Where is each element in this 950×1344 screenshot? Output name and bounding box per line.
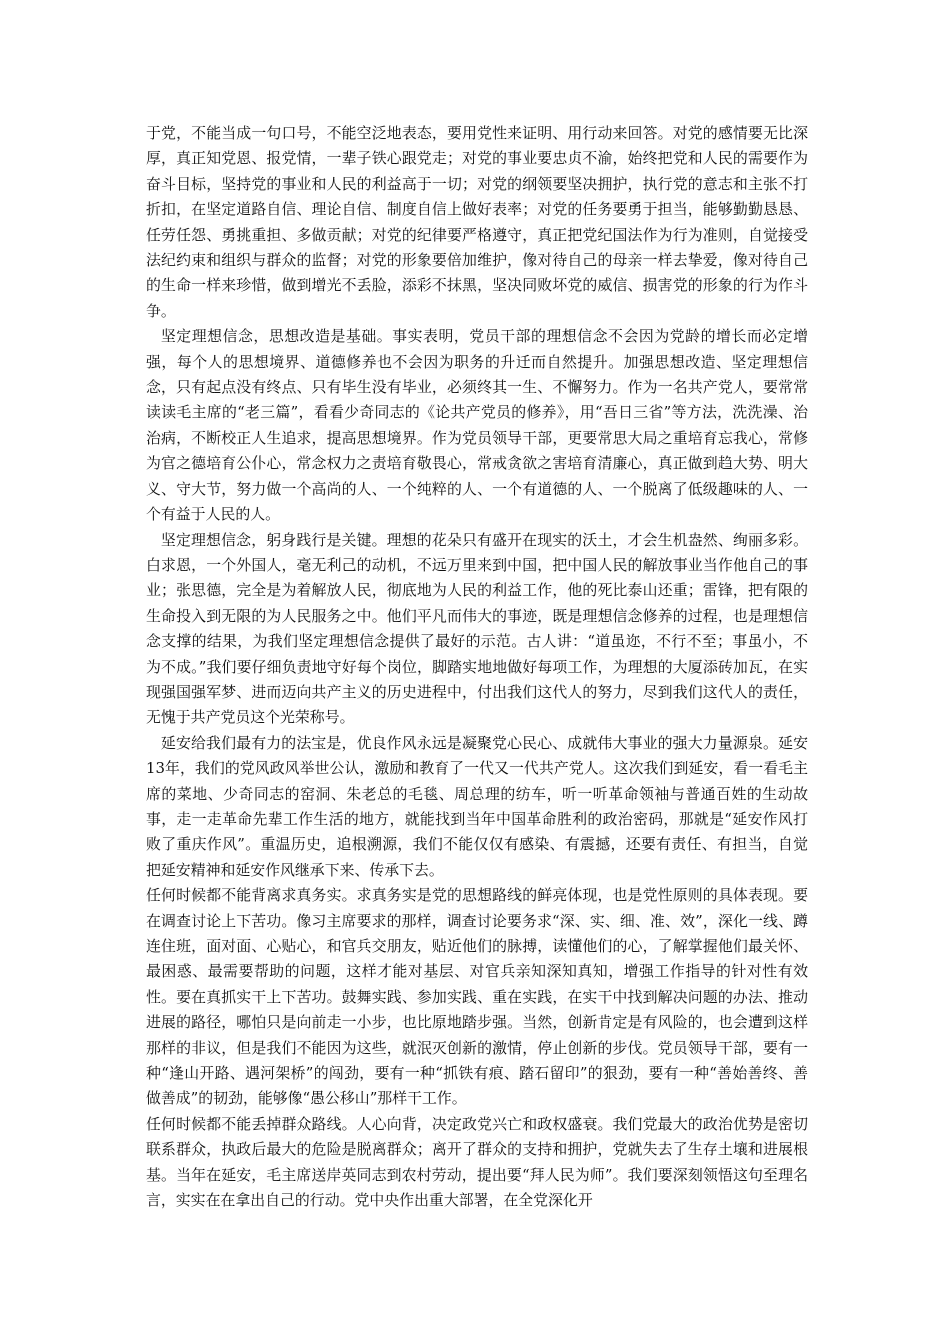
paragraph-mass-line: 任何时候都不能丢掉群众路线。人心向背，决定政党兴亡和政权盛衰。我们党最大的政治优势是密切联系群众，执政后最大的危险是脱离群众；离开了群众的支持和拥护，党就失去了生存土壤和进展根基。当年在延安，毛主席送岸英同志到农村劳动，提出要“拜人民为师”。我们要深刻领悟这句至理名言，实实在在拿出自己的行动。党中央作出重大部署，在全党深化开 (146, 1114, 808, 1210)
paragraph-seek-truth: 任何时候都不能背离求真务实。求真务实是党的思想路线的鲜亮体现，也是党性原则的具体表现。要在调查讨论上下苦功。像习主席要求的那样，调查讨论要务求“深、实、细、准、效”，深化一线、蹲连住班，面对面、心贴心，和官兵交朋友，贴近他们的脉搏，读懂他们的心，了解掌握他们最关怀、最困惑、最需要帮助的问题，这样才能对基层、对官兵亲知深知真知，增强工作指导的针对性有效性。要在真抓实干上下苦功。鼓舞实践、参加实践、重在实践，在实干中找到解决问题的办法、推动进展的路径，哪怕只是向前走一小步，也比原地踏步强。当然，创新肯定是有风险的，也会遭到这样那样的非议，但是我们不能因为这些，就泯灭创新的激情，停止创新的步伐。党员领导干部，要有一种“逢山开路、遇河架桥”的闯劲，要有一种“抓铁有痕、踏石留印”的狠劲，要有一种“善始善终、善做善成”的韧劲，能够像“愚公移山”那样干工作。 (146, 886, 808, 1108)
paragraph-thought-reform: 坚定理想信念，思想改造是基础。事实表明，党员干部的理想信念不会因为党龄的增长而必定增强，每个人的思想境界、道德修养也不会因为职务的升迁而自然提升。加强思想改造、坚定理想信念，只有起点没有终点、只有毕生没有毕业，必须终其一生、不懈努力。作为一名共产党人，要常常读读毛主席的“老三篇”，看看少奇同志的《论共产党员的修养》，用“吾日三省”等方法，洗洗澡、治治病，不断校正人生追求，提高思想境界。作为党员领导干部，更要常思大局之重培育忘我心，常修为官之德培育公仆心，常念权力之责培育敬畏心，常戒贪欲之害培育清廉心，真正做到趋大势、明大义、守大节，努力做一个高尚的人、一个纯粹的人、一个有道德的人、一个脱离了低级趣味的人、一个有益于人民的人。 (146, 327, 808, 524)
document-body (146, 121, 808, 1213)
paragraph-practice: 坚定理想信念，躬身践行是关键。理想的花朵只有盛开在现实的沃土，才会生机盎然、绚丽多彩。白求恩，一个外国人，毫无利己的动机，不远万里来到中国，把中国人民的解放事业当作他自己的事业；张思德，完全是为着解放人民，彻底地为人民的利益工作，他的死比泰山还重；雷锋，把有限的生命投入到无限的为人民服务之中。他们平凡而伟大的事迹，既是理想信念修养的过程，也是理想信念支撑的结果，为我们坚定理想信念提供了最好的示范。古人讲：“道虽迩，不行不至；事虽小，不为不成。”我们要仔细负责地守好每个岗位，脚踏实地地做好每项工作，为理想的大厦添砖加瓦，在实现强国强军梦、进而迈向共产主义的历史进程中，付出我们这代人的努力，尽到我们这代人的责任，无愧于共产党员这个光荣称号。 (146, 530, 808, 727)
paragraph-loyalty-continued: 于党，不能当成一句口号，不能空泛地表态，要用党性来证明、用行动来回答。对党的感情要无比深厚，真正知党恩、报党情，一辈子铁心跟党走；对党的事业要忠贞不渝，始终把党和人民的需要作为奋斗目标，坚持党的事业和人民的利益高于一切；对党的纲领要坚决拥护，执行党的意志和主张不打折扣，在坚定道路自信、理论自信、制度自信上做好表率；对党的任务要勇于担当，能够勤勤恳恳、任劳任怨、勇挑重担、多做贡献；对党的纪律要严格遵守，真正把党纪国法作为行为准则，自觉接受法纪约束和组织与群众的监督；对党的形象要倍加维护，像对待自己的母亲一样去挚爱，像对待自己的生命一样来珍惜，做到增光不丢脸，添彩不抹黑，坚决同败坏党的威信、损害党的形象的行为作斗争。 (146, 124, 808, 320)
paragraph-yanan-style: 延安给我们最有力的法宝是，优良作风永远是凝聚党心民心、成就伟大事业的强大力量源泉。延安13年，我们的党风政风举世公认，激励和教育了一代又一代共产党人。这次我们到延安，看一看毛主席的菜地、少奇同志的窑洞、朱老总的毛毯、周总理的纺车，听一听革命领袖与普通百姓的生动故事，走一走革命先辈工作生活的地方，就能找到当年中国革命胜利的政治密码，那就是“延安作风打败了重庆作风”。重温历史，追根溯源，我们不能仅仅有感染、有震撼，还要有责任、有担当，自觉把延安精神和延安作风继承下来、传承下去。 (146, 733, 808, 879)
